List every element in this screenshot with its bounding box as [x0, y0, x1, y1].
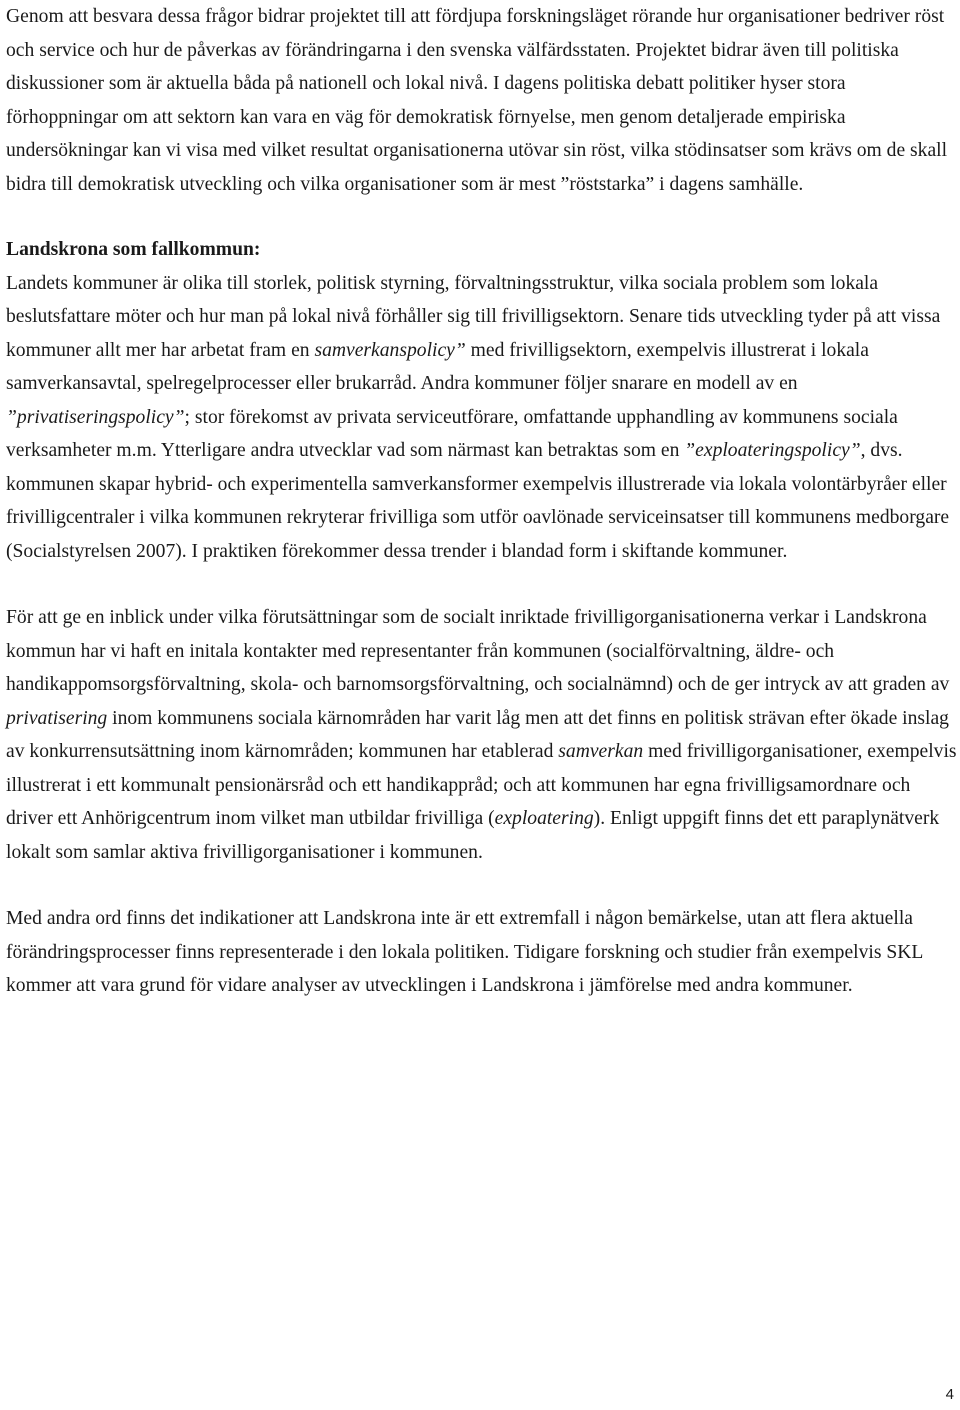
- document-page: [6, 0, 958, 1003]
- italic-samverkan: samverkan: [558, 741, 644, 762]
- paragraph-policies-text-d: , dvs. kommunen skapar hybrid- och experimentella samverkansformer exempelvis illustrerade via lokala volontärbyråer eller frivilligcentraler i vilka kommunen rekryterar frivilliga som utför oavlönade serviceinsatser till kommunens medborgare (Socialstyrelsen 2007). I praktiken förekommer dessa trender i blandad form i skiftande kommuner.: [6, 440, 950, 562]
- page-number: 4: [945, 1386, 954, 1403]
- italic-privatiseringspolicy: ”privatiseringspolicy”: [6, 406, 185, 428]
- paragraph-policies: [6, 267, 958, 569]
- paragraph-landskrona: [6, 601, 958, 869]
- paragraph-landskrona-text-d: ). Enligt uppgift finns det ett paraplynätverk lokalt som samlar aktiva frivilligorganisationer i kommunen.: [6, 808, 940, 863]
- paragraph-policies-text-a: Landets kommuner är olika till storlek, politisk styrning, förvaltningsstruktur, vilka sociala problem som lokala beslutsfattare möter och hur man på lokal nivå förhåller sig till frivilligsektorn. Senare tids utveckling tyder på att vissa kommuner allt mer har arbetat fram en: [6, 272, 941, 361]
- italic-privatisering: privatisering: [6, 707, 108, 729]
- paragraph-policies-text-b: med frivilligsektorn, exempelvis illustrerat i lokala samverkansavtal, spelregelprocesser eller brukarråd. Andra kommuner följer snarare en modell av en: [6, 339, 869, 394]
- paragraph-landskrona-text-c: med frivilligorganisationer, exempelvis illustrerat i ett kommunalt pensionärsråd och ett handikappråd; och att kommunen har egna frivilligsamordnare och driver ett Anhörigcentrum inom vilket man utbildar frivilliga (: [6, 741, 957, 829]
- paragraph-landskrona-text-b: inom kommunens sociala kärnområden har varit låg men att det finns en politisk strävan efter ökade inslag av konkurrensutsättning inom kärnområden; kommunen har etablerad: [6, 707, 949, 762]
- italic-samverkanspolicy: samverkanspolicy”: [314, 339, 466, 361]
- section-heading: Landskrona som fallkommun:: [6, 239, 261, 260]
- paragraph-conclusion: Med andra ord finns det indikationer att Landskrona inte är ett extremfall i någon bemärkelse, utan att flera aktuella förändringsprocesser finns representerade i den lokala politiken. Tidigare forskning och studier från exempelvis SKL kommer att vara grund för vidare analyser av utvecklingen i Landskrona i jämförelse med andra kommuner.: [6, 908, 923, 996]
- paragraph-landskrona-text-a: För att ge en inblick under vilka förutsättningar som de socialt inriktade frivilligorganisationerna verkar i Landskrona kommun har vi haft en initala kontakter med representanter från kommunen (socialförvaltning, äldre- och handikappomsorgsförvaltning, skola- och barnomsorgsförvaltning, och socialnämnd) och de ger intryck av att graden av: [6, 607, 950, 695]
- italic-exploateringspolicy: ”exploateringspolicy”: [684, 440, 861, 461]
- italic-exploatering: exploatering: [494, 808, 594, 829]
- paragraph-intro: Genom att besvara dessa frågor bidrar projektet till att fördjupa forskningsläget rörande hur organisationer bedriver röst och service och hur de påverkas av förändringarna i den svenska välfärdsstaten. Projektet bidrar även till politiska diskussioner som är aktuella båda på nationell och lokal nivå. I dagens politiska debatt politiker hyser stora förhoppningar om att sektorn kan vara en väg för demokratisk förnyelse, men genom detaljerade empiriska undersökningar kan vi visa med vilket resultat organisationerna utövar sin röst, vilka stödinsatser som krävs om de skall bidra till demokratisk utveckling och vilka organisationer som är mest ”röststarka” i dagens samhälle.: [6, 6, 948, 195]
- paragraph-policies-text-c: ; stor förekomst av privata serviceutförare, omfattande upphandling av kommunens sociala verksamheter m.m. Ytterligare andra utvecklar vad som närmast kan betraktas som en: [6, 406, 898, 461]
